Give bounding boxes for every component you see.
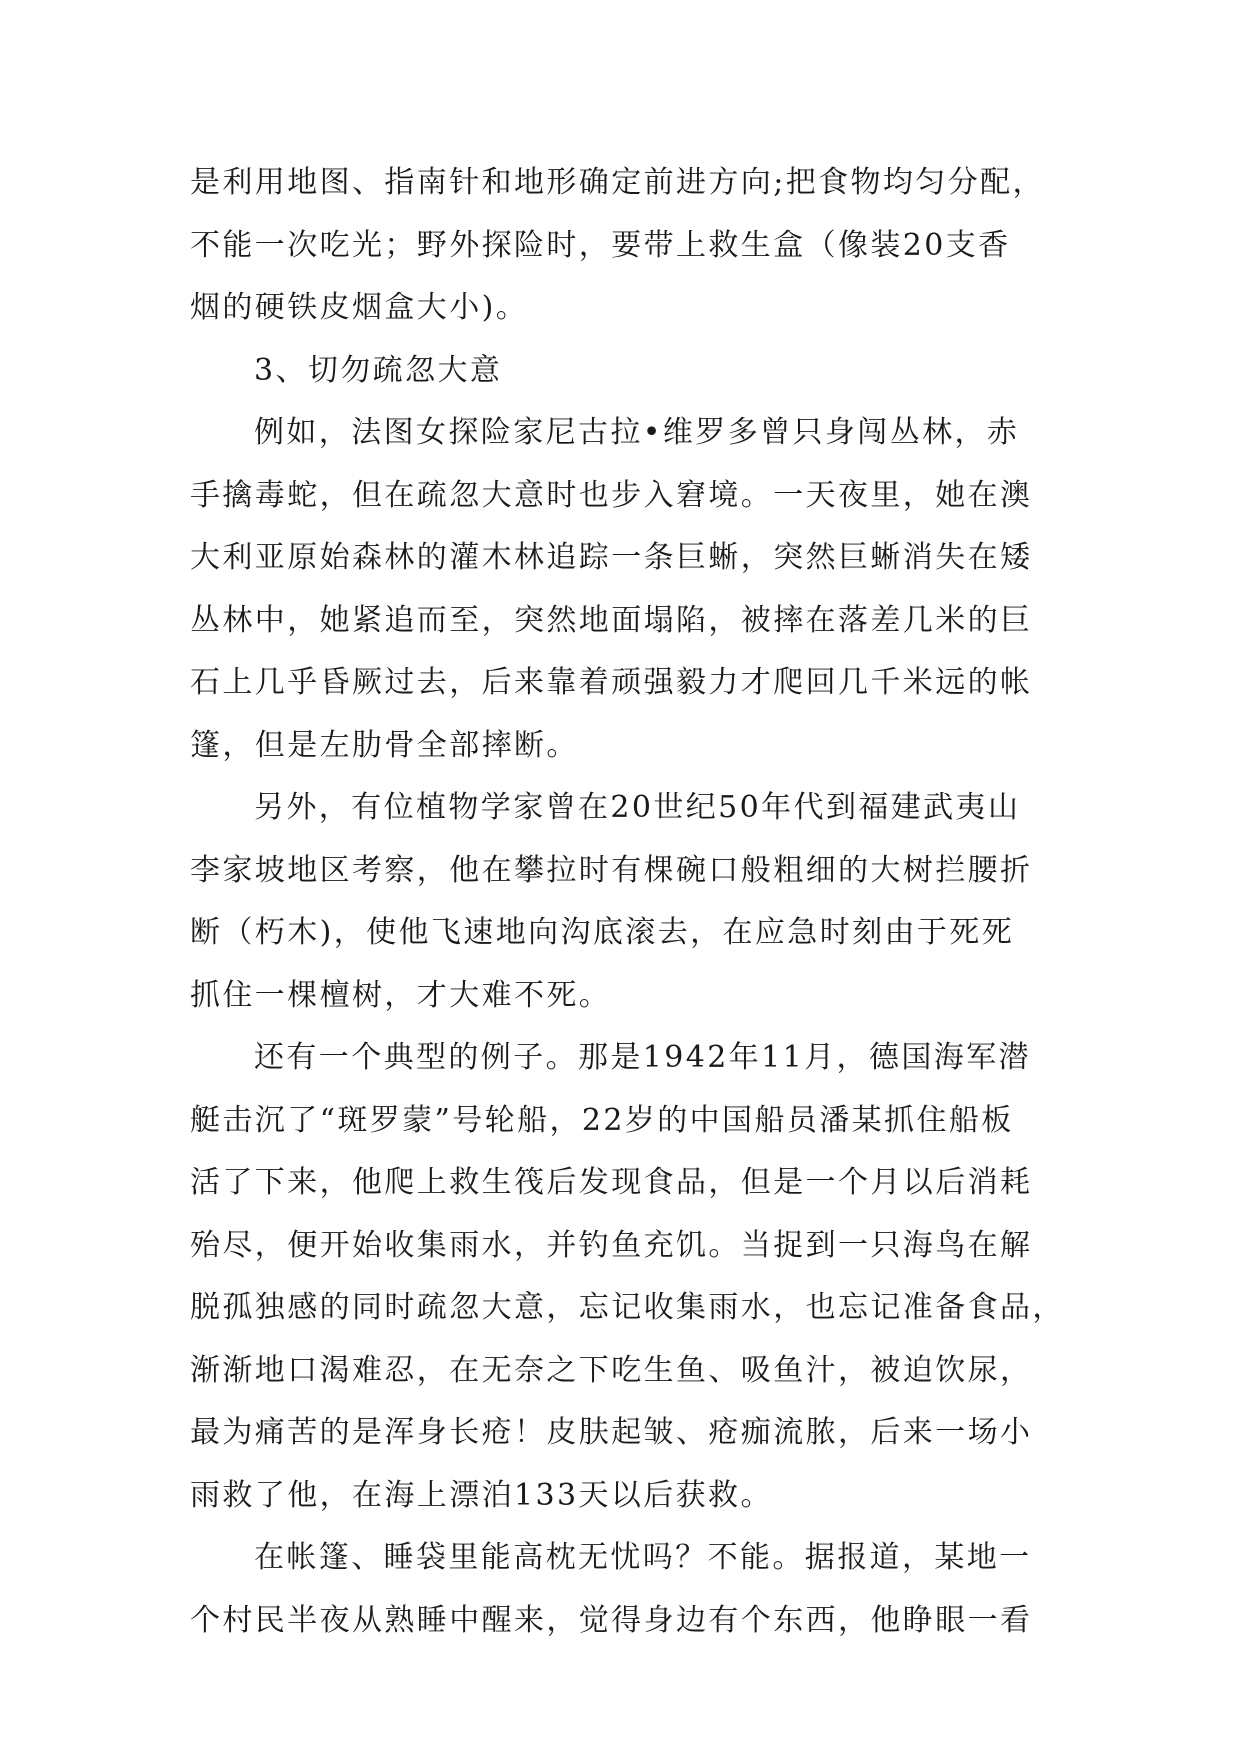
section-heading: 3、切勿疏忽大意 — [254, 352, 503, 388]
text-line: 例如，法图女探险家尼古拉•维罗多曾只身闯丛林，赤 — [254, 415, 1020, 450]
text-line: 大利亚原始森林的灌木林追踪一条巨蜥，突然巨蜥消失在矮 — [190, 540, 1033, 575]
text-line: 活了下来，他爬上救生筏后发现食品，但是一个月以后消耗 — [190, 1165, 1033, 1200]
text-line: 还有一个典型的例子。那是1942年11月，德国海军潜 — [254, 1040, 1031, 1075]
text-line: 断（朽木)，使他飞速地向沟底滚去，在应急时刻由于死死 — [190, 915, 1015, 950]
text-line: 丛林中，她紧追而至，突然地面塌陷，被摔在落差几米的巨 — [190, 602, 1033, 638]
text-line: 石上几乎昏厥过去，后来靠着顽强毅力才爬回几千米远的帐 — [190, 665, 1033, 700]
text-line: 艇击沉了“斑罗蒙”号轮船，22岁的中国船员潘某抓住船板 — [190, 1102, 1014, 1138]
text-line: 是利用地图、指南针和地形确定前进方向;把食物均匀分配， — [190, 165, 1045, 200]
text-line: 殆尽，便开始收集雨水，并钓鱼充饥。当捉到一只海鸟在解 — [190, 1227, 1033, 1263]
text-line: 个村民半夜从熟睡中醒来，觉得身边有个东西，他睁眼一看 — [190, 1602, 1033, 1638]
text-line: 在帐篷、睡袋里能高枕无忧吗？不能。据报道，某地一 — [254, 1540, 1032, 1575]
text-line: 篷，但是左肋骨全部摔断。 — [190, 727, 579, 763]
text-line: 李家坡地区考察，他在攀拉时有棵碗口般粗细的大树拦腰折 — [190, 852, 1033, 888]
text-line: 脱孤独感的同时疏忽大意，忘记收集雨水，也忘记准备食品， — [190, 1290, 1065, 1325]
text-line: 手擒毒蛇，但在疏忽大意时也步入窘境。一天夜里，她在澳 — [190, 477, 1033, 513]
text-line: 不能一次吃光；野外探险时，要带上救生盒（像装20支香 — [190, 227, 1011, 263]
text-line: 另外，有位植物学家曾在20世纪50年代到福建武夷山 — [254, 790, 1021, 825]
text-line: 渐渐地口渴难忍，在无奈之下吃生鱼、吸鱼汁，被迫饮尿， — [190, 1352, 1033, 1388]
text-line: 雨救了他，在海上漂泊133天以后获救。 — [190, 1477, 773, 1513]
text-line: 最为痛苦的是浑身长疮！皮肤起皱、疮痂流脓，后来一场小 — [190, 1415, 1033, 1450]
text-line: 抓住一棵檀树，才大难不死。 — [190, 977, 612, 1013]
text-line: 烟的硬铁皮烟盒大小)。 — [190, 290, 529, 325]
body-text — [190, 152, 1065, 1652]
